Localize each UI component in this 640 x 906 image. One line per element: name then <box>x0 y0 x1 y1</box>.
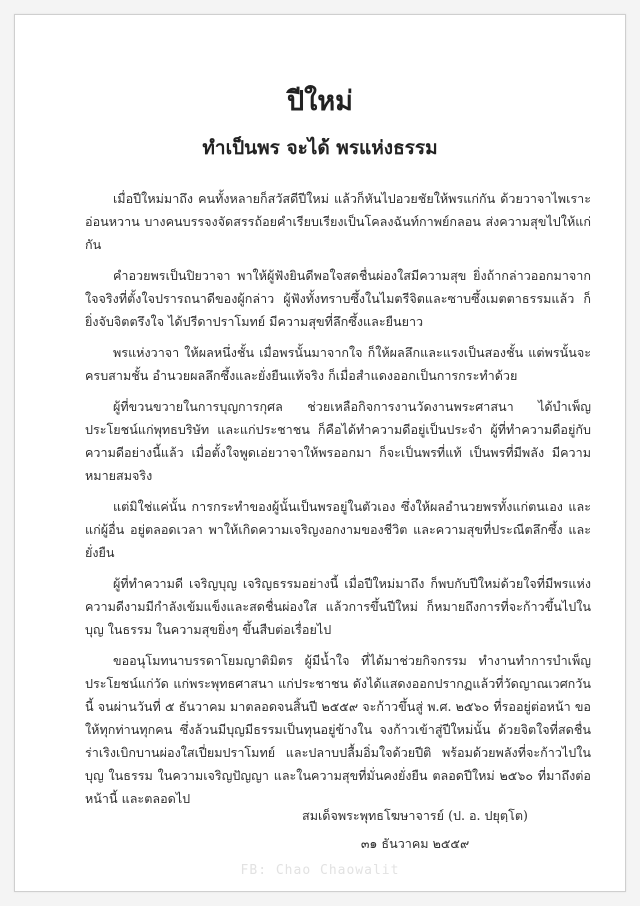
paragraph-1: เมื่อปีใหม่มาถึง คนทั้งหลายก็สวัสดีปีใหม่ แล้วก็หันไปอวยชัยให้พรแก่กัน ด้วยวาจาไพเราะอ่อนหวาน บางคนบรรจงจัดสรรถ้อยคำเรียบเรียงเป็นโคลงฉันท์กาพย์กลอน ส่งความสุขไปให้แก่กัน <box>85 191 591 252</box>
signature-date: ๓๑ ธันวาคม ๒๕๕๙ <box>360 836 470 851</box>
document-page <box>14 14 626 892</box>
signature-name: สมเด็จพระพุทธโฆษาจารย์ (ป. อ. ปยุตฺโต) <box>302 808 528 823</box>
document-body <box>85 187 591 818</box>
paragraph-6: ผู้ที่ทำความดี เจริญบุญ เจริญธรรมอย่างนี้ เมื่อปีใหม่มาถึง ก็พบกับปีใหม่ด้วยใจที่มีพรแห่งความดีงามมีกำลังเข้มแข็งและสดชื่นผ่องใส แล้วการขึ้นปีใหม่ ก็หมายถึงการที่จะก้าวขึ้นไปในบุญ ในธรรม ในความสุขยิ่งๆ ขึ้นสืบต่อเรื่อยไป <box>85 576 591 637</box>
paragraph-3: พรแห่งวาจา ให้ผลหนึ่งชั้น เมื่อพรนั้นมาจากใจ ก็ให้ผลลึกและแรงเป็นสองชั้น แต่พรนั้นจะครบสามชั้น อำนวยผลลึกซึ้งและยั่งยืนแท้จริง ก็เมื่อสำแดงออกเป็นการกระทำด้วย <box>85 345 591 383</box>
page-subtitle: ทำเป็นพร จะได้ พรแห่งธรรม <box>202 137 438 159</box>
paragraph-4: ผู้ที่ขวนขวายในการบุญการกุศล ช่วยเหลือกิจการงานวัดงานพระศาสนา ได้บำเพ็ญประโยชน์แก่พุทธบริษัท และแก่ประชาชน ก็คือได้ทำความดีอยู่เป็นประจำ ผู้ที่ทำความดีอยู่กับความดีอย่างนี้แล้ว เมื่อตั้งใจพูดเอ่ยวาจาให้พรออกมา ก็จะเป็นพรที่แท้ เป็นพรที่มีพลัง มีความหมายสมจริง <box>85 399 591 483</box>
paragraph-7: ขออนุโมทนาบรรดาโยมญาติมิตร ผู้มีน้ำใจ ที่ได้มาช่วยกิจกรรม ทำงานทำการบำเพ็ญประโยชน์แก่วัด แก่พระพุทธศาสนา แก่ประชาชน ดังได้แสดงออกปรากฏแล้วที่วัดญาณเวศกวันนี้ จนผ่านวันที่ ๕ ธันวาคม มาตลอดจนสิ้นปี ๒๕๕๙ จะก้าวขึ้นสู่ พ.ศ. ๒๕๖๐ ที่รออยู่ต่อหน้า ขอให้ทุกท่านทุกคน ซึ่งล้วนมีบุญมีธรรมเป็นทุนอยู่ข้างใน จงก้าวเข้าสู่ปีใหม่นั้น ด้วยจิตใจที่สดชื่นร่าเริงเบิกบานผ่องใสเปี่ยมปราโมทย์ และปลาบปลื้มอิ่มใจด้วยปีติ พร้อมด้วยพลังที่จะก้าวไปในบุญ ในธรรม ในความเจริญปัญญา และในความสุขที่มั่นคงยั่งยืน ตลอดปีใหม่ ๒๕๖๐ ที่มาถึงต่อหน้านี้ และตลอดไป <box>85 653 591 806</box>
paragraph-2: คำอวยพรเป็นปิยวาจา พาให้ผู้ฟังยินดีพอใจสดชื่นผ่องใสมีความสุข ยิ่งถ้ากล่าวออกมาจากใจจริงที่ตั้งใจปรารถนาดีของผู้กล่าว ผู้ฟังทั้งทราบซึ้งในไมตรีจิตและซาบซึ้งเมตตาธรรมแล้ว ก็ยิ่งจับจิตตรึงใจ ได้ปรีดาปราโมทย์ มีความสุขที่ลึกซึ้งและยืนยาว <box>85 268 591 329</box>
paragraph-5: แต่มิใช่แค่นั้น การกระทำของผู้นั้นเป็นพรอยู่ในตัวเอง ซึ่งให้ผลอำนวยพรทั้งแก่ตนเอง และแก่ผู้อื่น อยู่ตลอดเวลา พาให้เกิดความเจริญงอกงามของชีวิต และความสุขที่ประณีตลึกซึ้ง และยั่งยืน <box>85 499 591 560</box>
signature-block <box>275 805 555 855</box>
page-title: ปีใหม่ <box>287 86 353 117</box>
watermark: FB: Chao Chaowalit <box>240 863 400 878</box>
